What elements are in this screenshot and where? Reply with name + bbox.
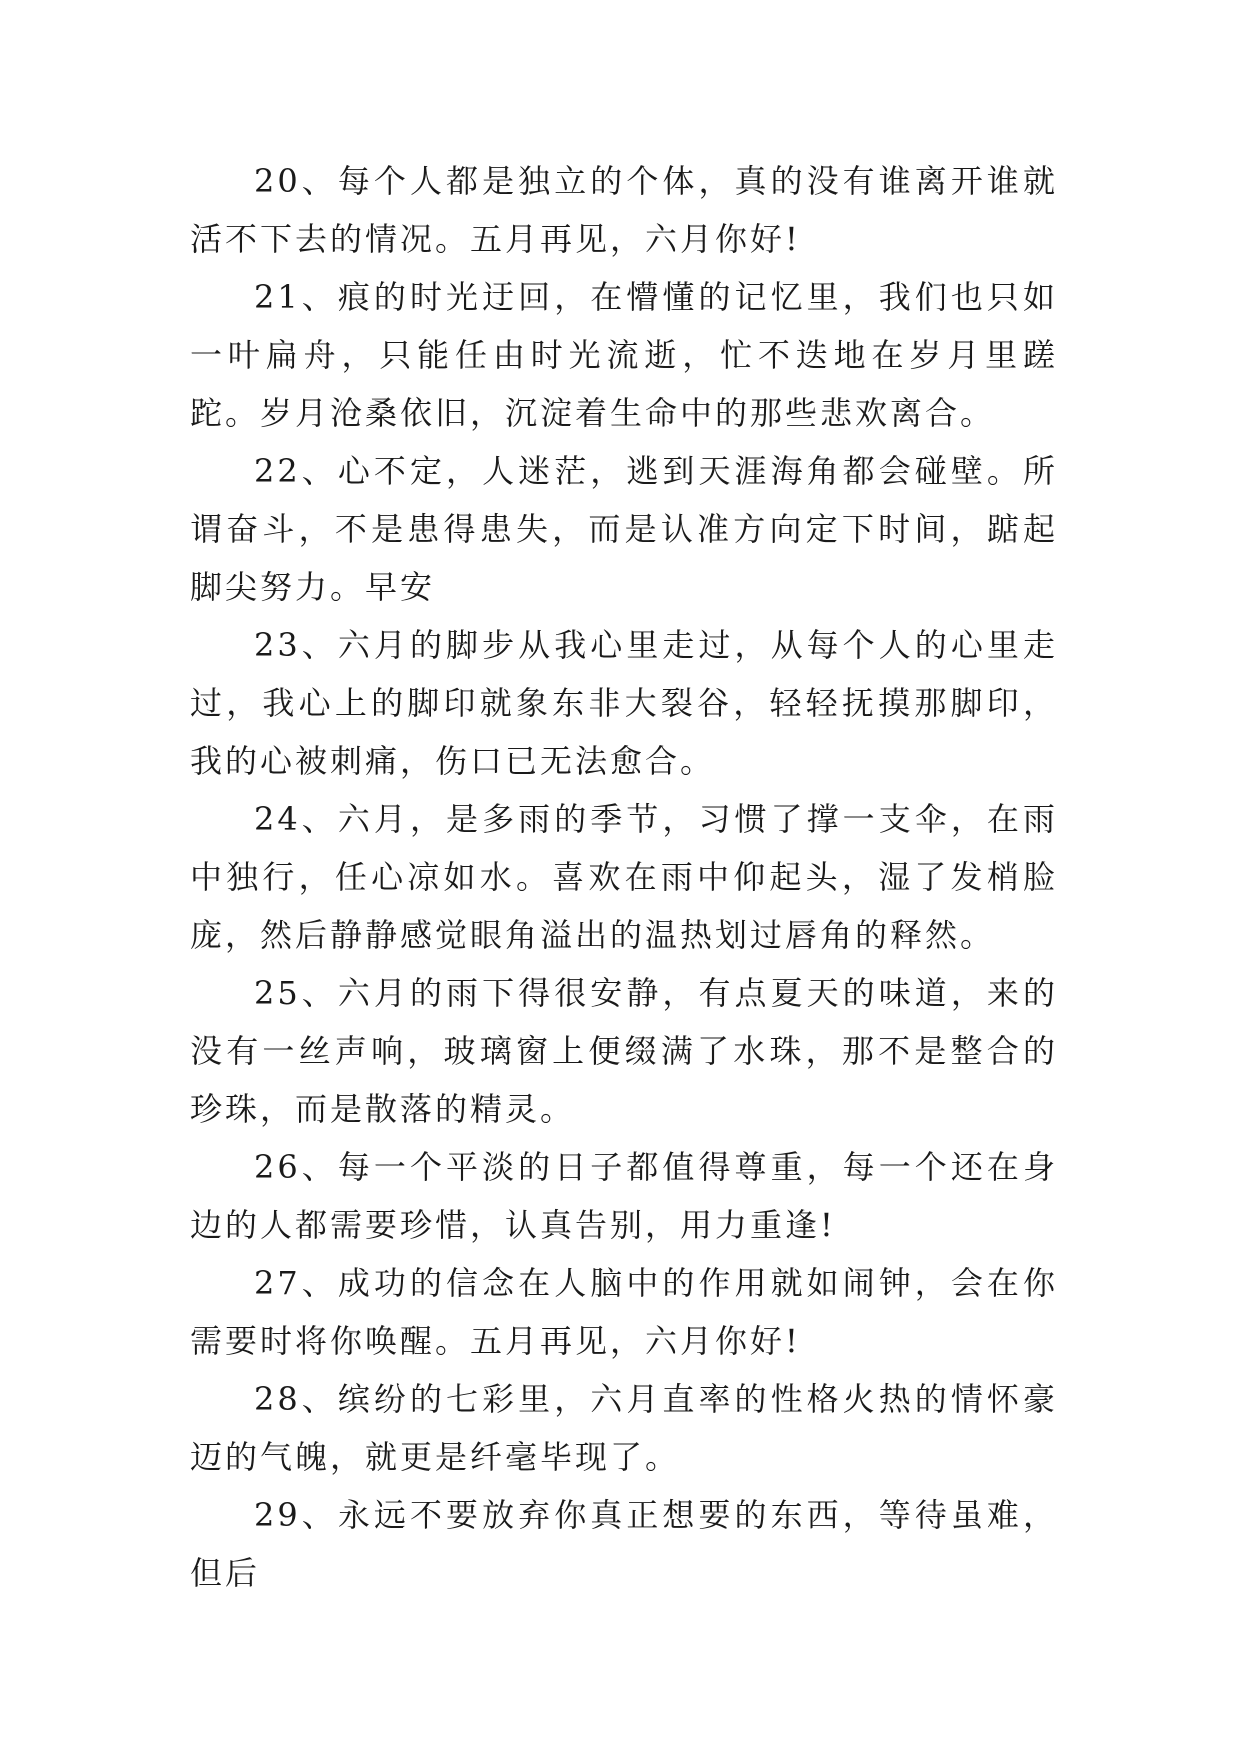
document-body [190,152,1058,1602]
paragraph-26: 26、每一个平淡的日子都值得尊重，每一个还在身边的人都需要珍惜，认真告别，用力重逢! [190,1148,1058,1244]
paragraph-29: 29、永远不要放弃你真正想要的东西，等待虽难，但后 [190,1496,1058,1592]
paragraph-25: 25、六月的雨下得很安静，有点夏天的味道，来的没有一丝声响，玻璃窗上便缀满了水珠，那不是整合的珍珠，而是散落的精灵。 [190,974,1058,1128]
paragraph-24: 24、六月，是多雨的季节，习惯了撑一支伞，在雨中独行，任心凉如水。喜欢在雨中仰起头，湿了发梢脸庞，然后静静感觉眼角溢出的温热划过唇角的释然。 [190,800,1058,954]
paragraph-28: 28、缤纷的七彩里，六月直率的性格火热的情怀豪迈的气魄，就更是纤毫毕现了。 [190,1380,1058,1476]
paragraph-23: 23、六月的脚步从我心里走过，从每个人的心里走过，我心上的脚印就象东非大裂谷，轻轻抚摸那脚印，我的心被刺痛，伤口已无法愈合。 [190,626,1058,780]
paragraph-20: 20、每个人都是独立的个体，真的没有谁离开谁就活不下去的情况。五月再见，六月你好! [190,162,1058,258]
paragraph-27: 27、成功的信念在人脑中的作用就如闹钟，会在你需要时将你唤醒。五月再见，六月你好! [190,1264,1058,1360]
paragraph-21: 21、痕的时光迂回，在懵懂的记忆里，我们也只如一叶扁舟，只能任由时光流逝，忙不迭地在岁月里蹉跎。岁月沧桑依旧，沉淀着生命中的那些悲欢离合。 [190,278,1058,432]
paragraph-22: 22、心不定，人迷茫，逃到天涯海角都会碰壁。所谓奋斗，不是患得患失，而是认准方向定下时间，踮起脚尖努力。早安 [190,452,1058,606]
